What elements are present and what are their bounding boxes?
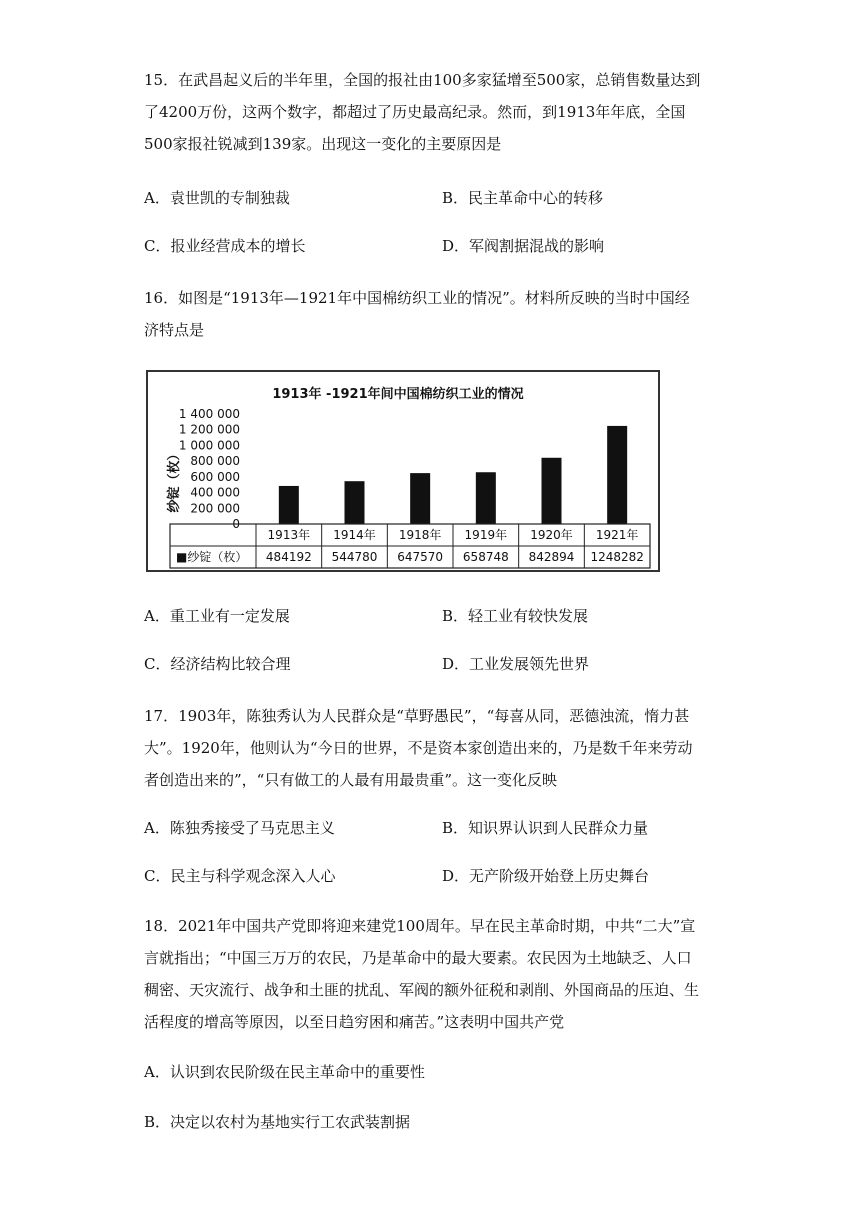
y-tick-label: 1 000 000 <box>178 438 240 453</box>
y-tick-label: 0 <box>232 517 240 531</box>
bar-1913年 <box>279 486 299 524</box>
legend-label: ■纱锭（枚） <box>176 550 248 564</box>
value-label: 544780 <box>331 550 378 564</box>
chart-title: 1913年 -1921年间中国棉纺织工业的情况 <box>272 387 524 402</box>
bar-1920年 <box>542 458 562 524</box>
data-table <box>170 524 650 568</box>
question-17-text: 17．1903年，陈独秀认为人民群众是“草野愚民”，“每喜从同，恶德浊流，惰力甚大”。1920年，他则认为“今日的世界，不是资本家创造出来的，乃是数千年来劳动者创造出来的”，“只有做工的人最有用最贵重”。这一变化反映 <box>144 707 693 789</box>
question-15-text: 15．在武昌起义后的半年里，全国的报社由100多家猛增至500家，总销售数量达到了4200万份，这两个数字，都超过了历史最高纪录。然而，到1913年年底，全国500家报社锐减到139家。出现这一变化的主要原因是 <box>144 71 701 153</box>
category-label: 1920年 <box>530 528 573 542</box>
value-label: 842894 <box>528 550 575 564</box>
y-tick-label: 400 000 <box>190 485 240 500</box>
category-label: 1918年 <box>398 528 442 542</box>
y-axis-ticks <box>179 407 240 531</box>
q18-option-b[interactable]: B．决定以农村为基地实行工农武装割据 <box>144 1113 411 1131</box>
q17-option-a[interactable]: A．陈独秀接受了马克思主义 <box>144 819 335 837</box>
q17-option-c[interactable]: C．民主与科学观念深入人心 <box>144 867 336 885</box>
value-label: 658748 <box>462 550 509 564</box>
category-label: 1913年 <box>267 528 311 542</box>
value-label: 647570 <box>397 550 444 564</box>
value-label: 484192 <box>265 550 312 564</box>
q15-option-a[interactable]: A．袁世凯的专制独裁 <box>144 189 290 207</box>
bar-1914年 <box>345 481 365 524</box>
q15-option-c[interactable]: C．报业经营成本的增长 <box>144 237 306 255</box>
q17-option-b[interactable]: B．知识界认识到人民群众力量 <box>442 819 649 837</box>
category-label: 1919年 <box>464 528 508 542</box>
y-tick-label: 600 000 <box>190 469 240 484</box>
value-label: 1248282 <box>590 550 644 564</box>
y-tick-label: 800 000 <box>190 454 240 469</box>
question-16-text: 16．如图是“1913年—1921年中国棉纺织工业的情况”。材料所反映的当时中国经济特点是 <box>144 289 690 339</box>
question-18-text: 18．2021年中国共产党即将迎来建党100周年。早在民主革命时期，中共“二大”宣言就指出；“中国三万万的农民，乃是革命中的最大要素。农民因为土地缺乏、人口稠密、天灾流行、战争和土匪的扰乱、军阀的额外征税和剥削、外国商品的压迫、生活程度的增高等原因，以至日趋穷困和痛苦。”这表明中国共产党 <box>144 917 700 1031</box>
q18-option-a[interactable]: A．认识到农民阶级在民主革命中的重要性 <box>144 1063 425 1081</box>
y-tick-label: 1 200 000 <box>178 422 240 437</box>
category-label: 1921年 <box>595 528 639 542</box>
chart-svg <box>148 372 658 570</box>
chart-ylabel: 纱锭（枚） <box>167 447 182 513</box>
bar-1921年 <box>607 426 627 524</box>
y-tick-label: 1 400 000 <box>178 407 240 421</box>
q16-option-c[interactable]: C．经济结构比较合理 <box>144 655 291 673</box>
y-tick-label: 200 000 <box>190 501 240 516</box>
q16-option-b[interactable]: B．轻工业有较快发展 <box>442 607 589 625</box>
cotton-industry-chart <box>146 370 660 572</box>
q16-option-d[interactable]: D．工业发展领先世界 <box>442 655 590 673</box>
q15-option-b[interactable]: B．民主革命中心的转移 <box>442 189 604 207</box>
bar-1919年 <box>476 472 496 524</box>
bars-group <box>279 426 627 524</box>
bar-1918年 <box>410 473 430 524</box>
q16-option-a[interactable]: A．重工业有一定发展 <box>144 607 290 625</box>
q15-option-d[interactable]: D．军阀割据混战的影响 <box>442 237 605 255</box>
category-label: 1914年 <box>333 528 376 542</box>
q17-option-d[interactable]: D．无产阶级开始登上历史舞台 <box>442 867 650 885</box>
